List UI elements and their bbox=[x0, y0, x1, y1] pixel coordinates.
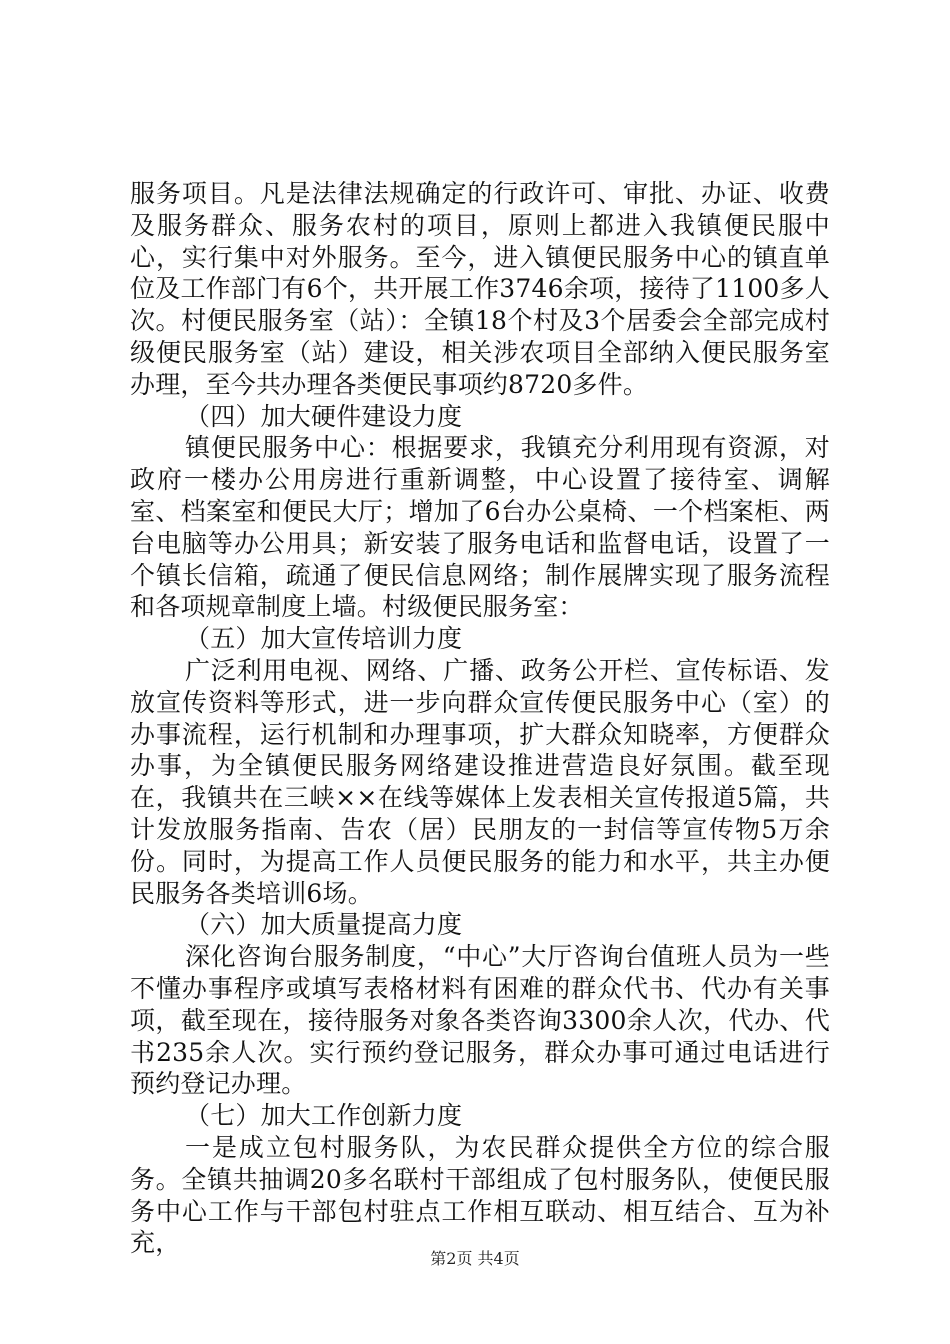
section-heading-6: （六）加大质量提高力度 bbox=[185, 910, 463, 940]
paragraph-4: 深化咨询台服务制度，“中心”大厅咨询台值班人员为一些不懂办事程序或填写表格材料有困难的群众代书、代办有关事项，截至现在，接待服务对象各类咨询3300余人次，代办、代书235余人次。实行预约登记服务，群众办事可通过电话进行预约登记办理。 bbox=[130, 942, 830, 1099]
paragraph-5: 一是成立包村服务队，为农民群众提供全方位的综合服务。全镇共抽调20多名联村干部组成了包村服务队，使便民服务中心工作与干部包村驻点工作相互联动、相互结合、互为补充， bbox=[130, 1132, 830, 1258]
paragraph-1: 服务项目。凡是法律法规确定的行政许可、审批、办证、收费及服务群众、服务农村的项目，原则上都进入我镇便民服中心，实行集中对外服务。至今，进入镇便民服务中心的镇直单位及工作部门有6个，共开展工作3746余项，接待了1100多人次。村便民服务室（站）：全镇18个村及3个居委会全部完成村级便民服务室（站）建设，相关涉农项目全部纳入便民服务室办理，至今共办理各类便民事项约8720多件。 bbox=[130, 179, 830, 399]
document-body bbox=[130, 178, 830, 1259]
paragraph-3: 广泛利用电视、网络、广播、政务公开栏、宣传标语、发放宣传资料等形式，进一步向群众宣传便民服务中心（室）的办事流程，运行机制和办理事项，扩大群众知晓率，方便群众办事，为全镇便民服务网络建设推进营造良好氛围。截至现在，我镇共在三峡××在线等媒体上发表相关宣传报道5篇，共计发放服务指南、告农（居）民朋友的一封信等宣传物5万余份。同时，为提高工作人员便民服务的能力和水平，共主办便民服务各类培训6场。 bbox=[130, 655, 830, 908]
section-heading-4: （四）加大硬件建设力度 bbox=[185, 401, 463, 431]
section-heading-5: （五）加大宣传培训力度 bbox=[185, 624, 463, 654]
section-heading-7: （七）加大工作创新力度 bbox=[185, 1101, 463, 1131]
page-number-footer: 第2页 共4页 bbox=[430, 1249, 520, 1268]
paragraph-2: 镇便民服务中心：根据要求，我镇充分利用现有资源，对政府一楼办公用房进行重新调整，中心设置了接待室、调解室、档案室和便民大厅；增加了6台办公桌椅、一个档案柜、两台电脑等办公用具；新安装了服务电话和监督电话，设置了一个镇长信箱，疏通了便民信息网络；制作展牌实现了服务流程和各项规章制度上墙。村级便民服务室： bbox=[130, 433, 830, 622]
